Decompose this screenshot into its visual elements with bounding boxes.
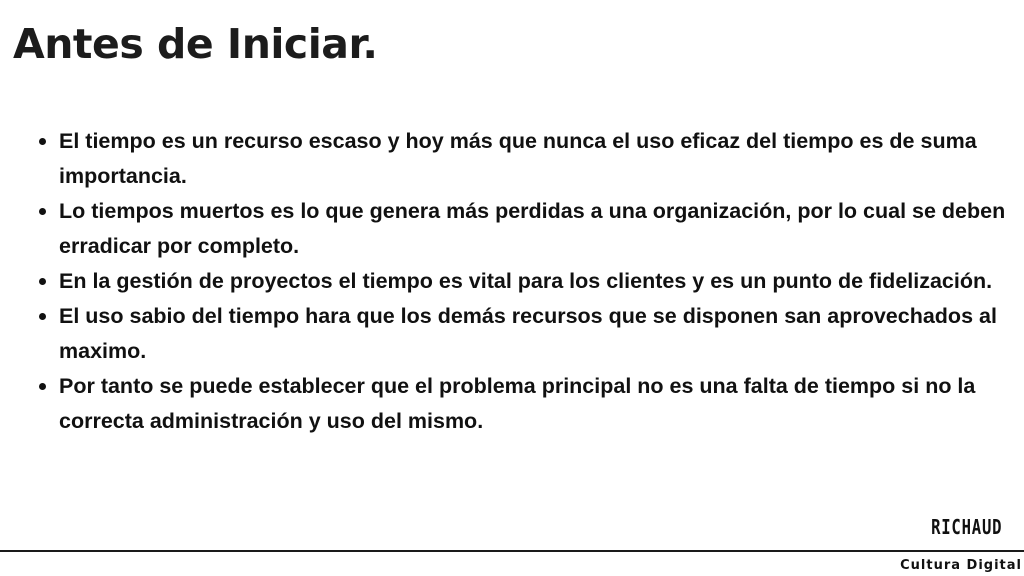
- bullet-item: [59, 124, 1009, 194]
- footer-divider: [0, 550, 1024, 552]
- bullet-dot: [39, 208, 46, 215]
- bullet-item: [59, 299, 1009, 369]
- bullet-dot: [39, 278, 46, 285]
- brand-logo-text: RICHAUD: [930, 515, 1002, 539]
- bullet-dot: [39, 313, 46, 320]
- bullet-text: Por tanto se puede establecer que el problema principal no es una falta de tiempo si no la correcta administración y uso del mismo.: [59, 374, 976, 433]
- bullet-text: En la gestión de proyectos el tiempo es vital para los clientes y es un punto de fidelización.: [59, 269, 993, 293]
- slide-title: Antes de Iniciar.: [13, 20, 378, 68]
- bullet-item: [59, 369, 1009, 439]
- bullet-dot: [39, 383, 46, 390]
- footer-subtitle: Cultura Digital: [900, 558, 1022, 573]
- bullet-list: [59, 124, 1009, 439]
- bullet-text: El tiempo es un recurso escaso y hoy más que nunca el uso eficaz del tiempo es de suma importancia.: [59, 129, 977, 188]
- bullet-item: [59, 194, 1009, 264]
- bullet-item: [59, 264, 1009, 299]
- bullet-text: El uso sabio del tiempo hara que los demás recursos que se disponen san aprovechados al maximo.: [59, 304, 997, 363]
- bullet-dot: [39, 138, 46, 145]
- bullet-text: Lo tiempos muertos es lo que genera más perdidas a una organización, por lo cual se deben erradicar por completo.: [59, 199, 1006, 258]
